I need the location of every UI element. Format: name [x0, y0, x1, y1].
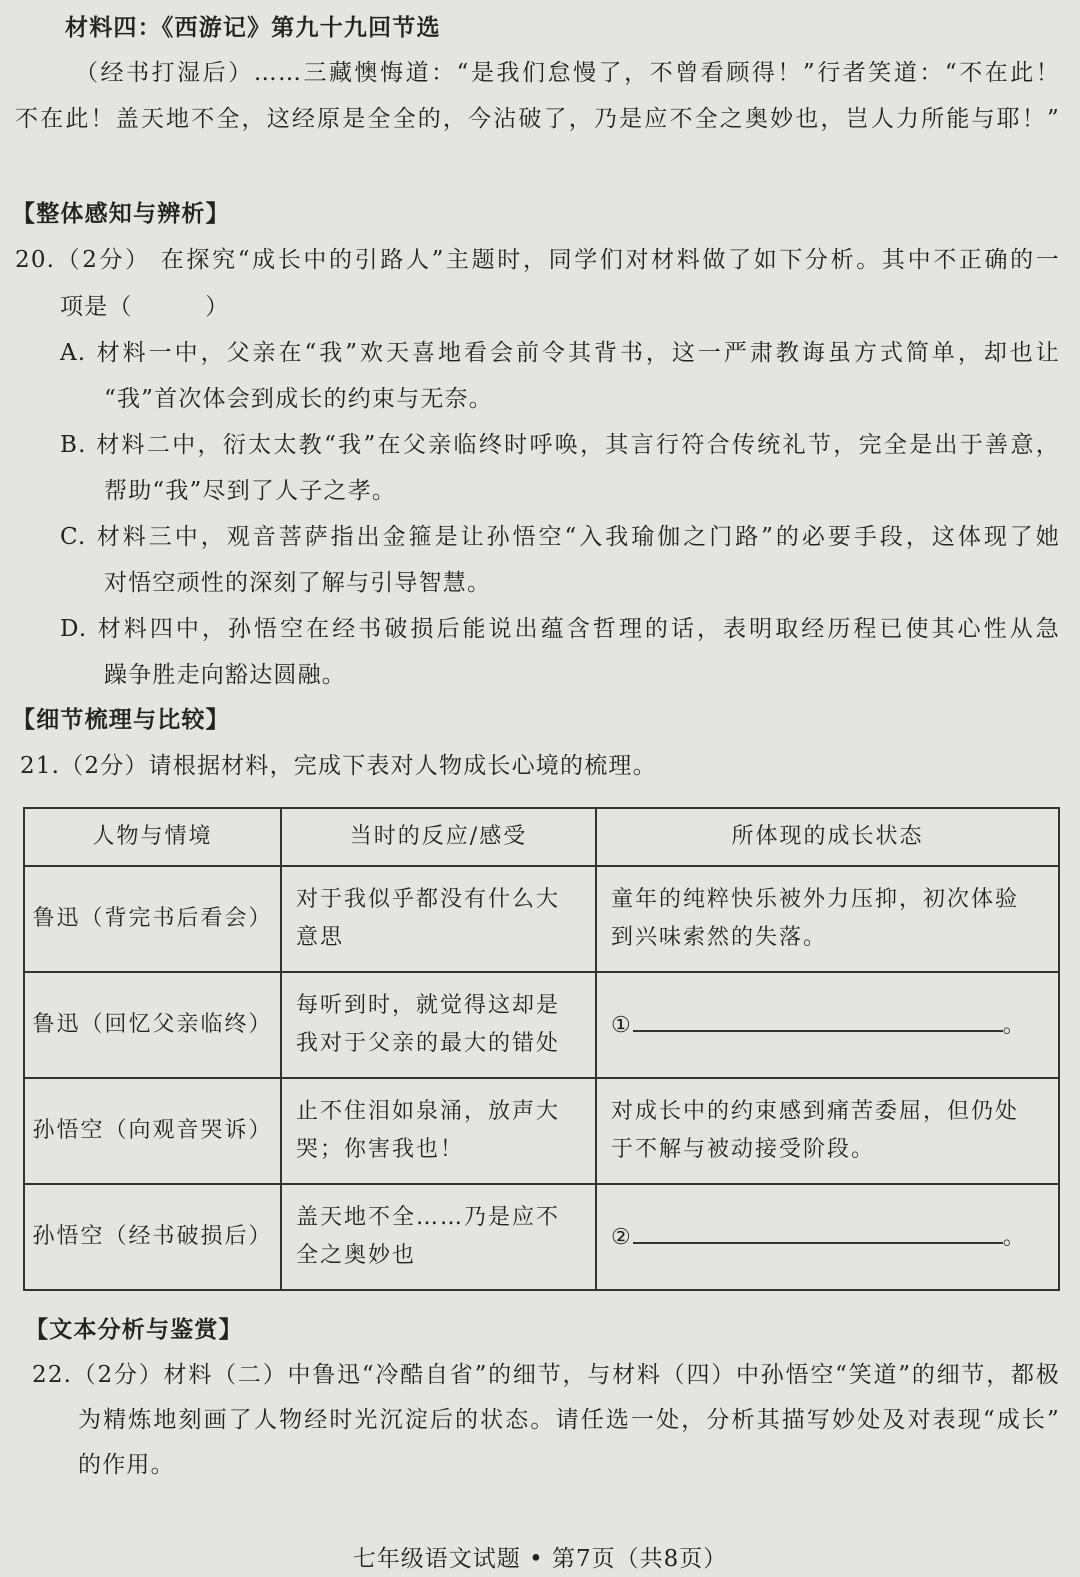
table-header-cell: 人物与情境	[24, 808, 281, 866]
q20-option-d-line1: D. 材料四中，孙悟空在经书破损后能说出蕴含哲理的话，表明取经历程已使其心性从急	[60, 616, 1060, 642]
table-cell-who: 鲁迅（回忆父亲临终）	[24, 972, 281, 1078]
q20-option-c-line1: C. 材料三中，观音菩萨指出金箍是让孙悟空“入我瑜伽之门路”的必要手段，这体现了她	[60, 524, 1060, 550]
reaction-line: 全之奥妙也	[296, 1243, 417, 1268]
q22-line2: 为精炼地刻画了人物经时光沉淀后的状态。请任选一处，分析其描写妙处及对表现“成长”	[78, 1407, 1060, 1433]
q20-option-c-line2: 对悟空顽性的深刻了解与引导智慧。	[104, 570, 492, 596]
table-cell-who: 孙悟空（经书破损后）	[24, 1184, 281, 1290]
q20-line2: 项是（ ）	[60, 294, 230, 320]
table-row	[24, 972, 1059, 1078]
section-heading-overall: 【整体感知与辨析】	[12, 201, 230, 227]
table-cell-state[interactable]	[596, 1184, 1059, 1290]
table-cell-reaction	[281, 1184, 596, 1290]
answer-blank-2[interactable]	[633, 1218, 1003, 1244]
table-cell-who: 孙悟空（向观音哭诉）	[24, 1078, 281, 1184]
table-header-cell: 当时的反应/感受	[281, 808, 596, 866]
blank-end: 。	[1002, 1012, 1027, 1038]
state-line: 童年的纯粹快乐被外力压抑，初次体验	[611, 887, 1020, 912]
table-cell-who: 鲁迅（背完书后看会）	[24, 866, 281, 972]
reaction-line: 意思	[296, 925, 345, 950]
material4-title: 材料四：《西游记》第九十九回节选	[65, 15, 441, 41]
q20-option-a-line2: “我”首次体会到成长的约束与无奈。	[104, 386, 493, 412]
reaction-line: 每听到时，就觉得这却是	[296, 993, 561, 1018]
blank-end: 。	[1002, 1224, 1027, 1250]
q22-line1: 22.（2分）材料（二）中鲁迅“冷酷自省”的细节，与材料（四）中孙悟空“笑道”的细节，都极	[32, 1362, 1060, 1388]
reaction-line: 我对于父亲的最大的错处	[296, 1031, 561, 1056]
reaction-line: 盖天地不全……乃是应不	[296, 1205, 561, 1230]
section-heading-analysis: 【文本分析与鉴赏】	[25, 1317, 243, 1343]
q20-option-b-line1: B. 材料二中，衍太太教“我”在父亲临终时呼唤，其言行符合传统礼节，完全是出于善意，	[60, 432, 1060, 458]
reaction-line: 哭；你害我也！	[296, 1137, 465, 1162]
state-line: 对成长中的约束感到痛苦委屈，但仍处	[611, 1099, 1020, 1124]
reaction-line: 止不住泪如泉涌，放声大	[296, 1099, 561, 1124]
table-cell-state	[596, 866, 1059, 972]
page-footer: 七年级语文试题 • 第7页（共8页）	[352, 1546, 728, 1572]
table-cell-reaction	[281, 866, 596, 972]
table-header-cell: 所体现的成长状态	[596, 808, 1059, 866]
table-cell-state[interactable]	[596, 972, 1059, 1078]
q20-line1: 20.（2分） 在探究“成长中的引路人”主题时，同学们对材料做了如下分析。其中不正确的一	[15, 247, 1060, 273]
table-cell-reaction	[281, 972, 596, 1078]
table-cell-reaction	[281, 1078, 596, 1184]
material4-line2: 不在此！盖天地不全，这经原是全全的，今沾破了，乃是应不全之奥妙也，岂人力所能与耶！”	[15, 106, 1060, 132]
q20-option-a-line1: A. 材料一中，父亲在“我”欢天喜地看会前令其背书，这一严肃教诲虽方式简单，却也让	[60, 340, 1060, 366]
blank-marker: ①	[611, 1012, 633, 1038]
table-row	[24, 1184, 1059, 1290]
state-line: 到兴味索然的失落。	[611, 925, 828, 950]
state-line: 于不解与被动接受阶段。	[611, 1137, 876, 1162]
growth-table	[23, 807, 1060, 1291]
q20-option-d-line2: 躁争胜走向豁达圆融。	[104, 662, 346, 688]
table-cell-state	[596, 1078, 1059, 1184]
material4-line1: （经书打湿后）……三藏懊悔道：“是我们怠慢了，不曾看顾得！”行者笑道：“不在此！	[75, 60, 1060, 86]
blank-marker: ②	[611, 1224, 633, 1250]
table-row	[24, 866, 1059, 972]
table-row	[24, 1078, 1059, 1184]
reaction-line: 对于我似乎都没有什么大	[296, 887, 561, 912]
answer-blank-1[interactable]	[633, 1006, 1003, 1032]
section-heading-details: 【细节梳理与比较】	[12, 707, 230, 733]
table-header-row	[24, 808, 1059, 866]
q21-prompt: 21.（2分）请根据材料，完成下表对人物成长心境的梳理。	[20, 753, 657, 779]
q20-option-b-line2: 帮助“我”尽到了人子之孝。	[104, 478, 397, 504]
q22-line3: 的作用。	[78, 1452, 175, 1478]
